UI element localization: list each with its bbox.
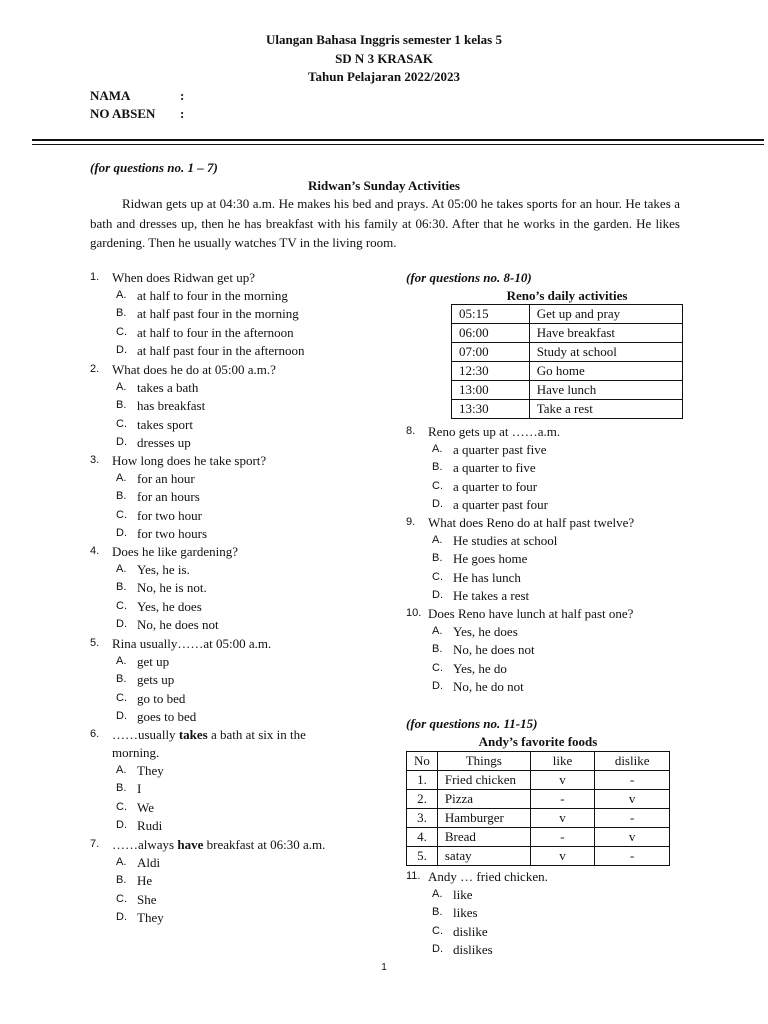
- andy-no-cell: 4.: [407, 828, 438, 847]
- option-letter: C.: [116, 800, 127, 813]
- andy-col-no-header: No: [407, 752, 438, 771]
- reno-activity-cell: Have breakfast: [529, 324, 682, 343]
- question-number: 11.: [406, 870, 421, 882]
- option-text: No, he does not: [137, 616, 219, 632]
- reno-time-cell: 13:30: [452, 400, 530, 419]
- question-text: Does Reno have lunch at half past one?: [428, 606, 634, 621]
- andy-no-cell: 2.: [407, 790, 438, 809]
- option-letter: B.: [116, 874, 127, 887]
- question-text: Reno gets up at ……a.m.: [428, 424, 561, 439]
- option-text: Yes, he is.: [137, 562, 190, 577]
- option-text: We: [137, 799, 154, 815]
- option-letter: C.: [116, 417, 127, 430]
- option-text: for an hour: [137, 471, 195, 486]
- reno-activities-table: [451, 304, 683, 419]
- option-letter: C.: [432, 924, 443, 937]
- option-letter: B.: [116, 782, 127, 795]
- option-letter: A.: [116, 655, 127, 667]
- option-letter: D.: [432, 497, 443, 510]
- option-text: get up: [137, 654, 170, 669]
- option-text: has breakfast: [137, 398, 206, 414]
- andy-thing-cell: satay: [437, 847, 530, 866]
- option-letter: C.: [116, 599, 127, 612]
- question-text-after: a bath at six in the: [207, 727, 306, 742]
- option-letter: B.: [432, 643, 443, 656]
- question-text-line2: morning.: [112, 745, 160, 760]
- header-divider-thin: [32, 144, 764, 145]
- andy-thing-cell: Hamburger: [437, 809, 530, 828]
- andy-table-row: [407, 790, 670, 809]
- option-letter: D.: [116, 910, 127, 923]
- andy-col-things-header: Things: [437, 752, 530, 771]
- option-text: She: [137, 891, 157, 907]
- andy-col-like-header: like: [530, 752, 595, 771]
- reno-activity-cell: Have lunch: [529, 381, 682, 400]
- section2-title: Reno’s daily activities: [506, 288, 628, 303]
- option-letter: B.: [116, 581, 127, 594]
- andy-foods-table: [406, 751, 670, 866]
- andy-dislike-cell: v: [595, 790, 670, 809]
- option-letter: A.: [116, 764, 127, 776]
- andy-table-header-row: [407, 752, 670, 771]
- reno-activity-cell: Get up and pray: [529, 305, 682, 324]
- option-text: at half past four in the morning: [137, 306, 299, 322]
- andy-dislike-cell: v: [595, 828, 670, 847]
- section1-note: (for questions no. 1 – 7): [90, 160, 218, 175]
- option-letter: A.: [432, 443, 443, 455]
- option-letter: A.: [116, 563, 127, 575]
- option-text: dislike: [453, 923, 488, 939]
- reno-time-cell: 06:00: [452, 324, 530, 343]
- option-text: He goes home: [453, 551, 528, 567]
- question-text: [112, 726, 362, 744]
- option-letter: D.: [116, 343, 127, 356]
- andy-dislike-cell: -: [595, 771, 670, 790]
- reno-table-row: [452, 343, 683, 362]
- andy-thing-cell: Pizza: [437, 790, 530, 809]
- question-text: What does Reno do at half past twelve?: [428, 515, 635, 530]
- andy-table-row: [407, 809, 670, 828]
- reno-activity-cell: Take a rest: [529, 400, 682, 419]
- option-letter: C.: [116, 325, 127, 338]
- andy-dislike-cell: -: [595, 809, 670, 828]
- section1-title: Ridwan’s Sunday Activities: [308, 178, 460, 193]
- option-text: Yes, he does: [137, 598, 202, 614]
- option-letter: B.: [432, 906, 443, 919]
- andy-no-cell: 5.: [407, 847, 438, 866]
- header-divider-thick: [32, 139, 764, 141]
- option-letter: A.: [116, 856, 127, 868]
- option-text: at half to four in the morning: [137, 288, 288, 303]
- andy-thing-cell: Fried chicken: [437, 771, 530, 790]
- absen-label: NO ABSEN: [90, 106, 156, 121]
- section2-note: (for questions no. 8-10): [406, 270, 532, 285]
- andy-thing-cell: Bread: [437, 828, 530, 847]
- option-text: takes sport: [137, 416, 193, 432]
- option-text: Rudi: [137, 817, 163, 833]
- option-letter: C.: [116, 892, 127, 905]
- option-text: a quarter to five: [453, 460, 536, 476]
- reno-table-row: [452, 362, 683, 381]
- question-text-bold: have: [177, 837, 204, 852]
- absen-line: [90, 106, 184, 122]
- option-text: Yes, he does: [453, 624, 518, 639]
- andy-col-dislike-header: dislike: [595, 752, 670, 771]
- option-letter: A.: [432, 888, 443, 900]
- andy-like-cell: v: [530, 809, 595, 828]
- option-text: They: [137, 909, 164, 925]
- andy-no-cell: 1.: [407, 771, 438, 790]
- option-text: He takes a rest: [453, 587, 530, 603]
- header-line-year: Tahun Pelajaran 2022/2023: [308, 69, 460, 84]
- option-text: like: [453, 887, 473, 902]
- option-text: for an hours: [137, 489, 200, 505]
- option-text: at half past four in the afternoon: [137, 342, 305, 358]
- option-text: takes a bath: [137, 380, 199, 395]
- option-letter: B.: [432, 461, 443, 474]
- option-letter: C.: [432, 479, 443, 492]
- reno-activity-cell: Study at school: [529, 343, 682, 362]
- option-letter: B.: [432, 552, 443, 565]
- name-label: NAMA: [90, 88, 131, 103]
- question-text: How long does he take sport?: [112, 453, 267, 468]
- question-text-bold: takes: [178, 727, 208, 742]
- option-letter: C.: [116, 508, 127, 521]
- reno-time-cell: 07:00: [452, 343, 530, 362]
- option-letter: D.: [432, 679, 443, 692]
- option-text: a quarter past four: [453, 496, 548, 512]
- option-text: They: [137, 763, 164, 778]
- question-text: Does he like gardening?: [112, 544, 238, 559]
- andy-table-row: [407, 847, 670, 866]
- andy-dislike-cell: -: [595, 847, 670, 866]
- option-text: goes to bed: [137, 708, 197, 724]
- reno-activity-cell: Go home: [529, 362, 682, 381]
- option-letter: D.: [116, 709, 127, 722]
- option-text: He has lunch: [453, 569, 521, 585]
- section1-passage: Ridwan gets up at 04:30 a.m. He makes his bed and prays. At 05:00 he takes sports for an hour. He takes a bath and dresses up, then he has breakfast with his family at 06:30. After that he works in the garden. He likes gardening. Then he usually watches TV in the living room.: [90, 196, 680, 250]
- question-text: What does he do at 05:00 a.m.?: [112, 362, 276, 377]
- question-number: 4.: [90, 545, 100, 557]
- question-number: 9.: [406, 516, 416, 528]
- andy-table-row: [407, 828, 670, 847]
- option-letter: B.: [116, 307, 127, 320]
- option-letter: A.: [116, 289, 127, 301]
- option-text: a quarter to four: [453, 478, 538, 494]
- option-text: likes: [453, 905, 478, 921]
- reno-table-row: [452, 381, 683, 400]
- option-text: a quarter past five: [453, 442, 547, 457]
- option-letter: B.: [116, 399, 127, 412]
- option-letter: D.: [432, 942, 443, 955]
- option-letter: A.: [432, 534, 443, 546]
- option-letter: D.: [116, 617, 127, 630]
- option-text: No, he does not: [453, 642, 535, 658]
- option-text: Yes, he do: [453, 660, 507, 676]
- option-text: gets up: [137, 672, 175, 688]
- option-text: dislikes: [453, 941, 493, 957]
- option-text: He studies at school: [453, 533, 558, 548]
- andy-like-cell: -: [530, 828, 595, 847]
- option-letter: C.: [116, 691, 127, 704]
- option-letter: D.: [432, 588, 443, 601]
- question-text-after: breakfast at 06:30 a.m.: [203, 837, 326, 852]
- option-letter: D.: [116, 435, 127, 448]
- section3-title: Andy’s favorite foods: [478, 734, 598, 749]
- option-letter: D.: [116, 818, 127, 831]
- question-text-before: ……always: [112, 837, 178, 852]
- question-number: 8.: [406, 425, 416, 437]
- question-number: 1.: [90, 271, 100, 283]
- andy-table-row: [407, 771, 670, 790]
- option-text: Aldi: [137, 855, 161, 870]
- option-text: go to bed: [137, 690, 186, 706]
- question-number: 5.: [90, 637, 100, 649]
- question-number: 2.: [90, 363, 100, 375]
- andy-no-cell: 3.: [407, 809, 438, 828]
- option-text: No, he do not: [453, 678, 524, 694]
- reno-table-row: [452, 324, 683, 343]
- question-text-before: ……usually: [112, 727, 179, 742]
- option-text: No, he is not.: [137, 580, 207, 596]
- option-letter: A.: [116, 381, 127, 393]
- andy-like-cell: -: [530, 790, 595, 809]
- question-number: 6.: [90, 728, 100, 740]
- question-text: Andy … fried chicken.: [428, 869, 548, 884]
- question-number: 7.: [90, 838, 100, 850]
- reno-time-cell: 12:30: [452, 362, 530, 381]
- option-letter: B.: [116, 490, 127, 503]
- header-line-title: Ulangan Bahasa Inggris semester 1 kelas 5: [266, 32, 502, 47]
- question-text: Rina usually……at 05:00 a.m.: [112, 636, 272, 651]
- section3-note: (for questions no. 11-15): [406, 716, 538, 731]
- option-letter: A.: [116, 472, 127, 484]
- header-line-school: SD N 3 KRASAK: [335, 51, 433, 66]
- option-text: dresses up: [137, 434, 191, 450]
- option-letter: A.: [432, 625, 443, 637]
- reno-time-cell: 13:00: [452, 381, 530, 400]
- option-letter: B.: [116, 673, 127, 686]
- name-colon: :: [180, 88, 185, 103]
- absen-colon: :: [180, 106, 185, 121]
- name-line: [90, 88, 184, 104]
- option-letter: C.: [432, 570, 443, 583]
- page-number: 1: [381, 962, 387, 973]
- question-text: When does Ridwan get up?: [112, 270, 255, 285]
- option-letter: C.: [432, 661, 443, 674]
- reno-time-cell: 05:15: [452, 305, 530, 324]
- andy-like-cell: v: [530, 847, 595, 866]
- reno-table-row: [452, 305, 683, 324]
- option-letter: D.: [116, 526, 127, 539]
- option-text: I: [137, 781, 142, 797]
- reno-table-row: [452, 400, 683, 419]
- question-number: 3.: [90, 454, 100, 466]
- question-text: [112, 836, 362, 854]
- question-number: 10.: [406, 607, 422, 619]
- option-text: for two hour: [137, 507, 202, 523]
- andy-like-cell: v: [530, 771, 595, 790]
- option-text: He: [137, 873, 153, 889]
- option-text: for two hours: [137, 525, 208, 541]
- option-text: at half to four in the afternoon: [137, 324, 294, 340]
